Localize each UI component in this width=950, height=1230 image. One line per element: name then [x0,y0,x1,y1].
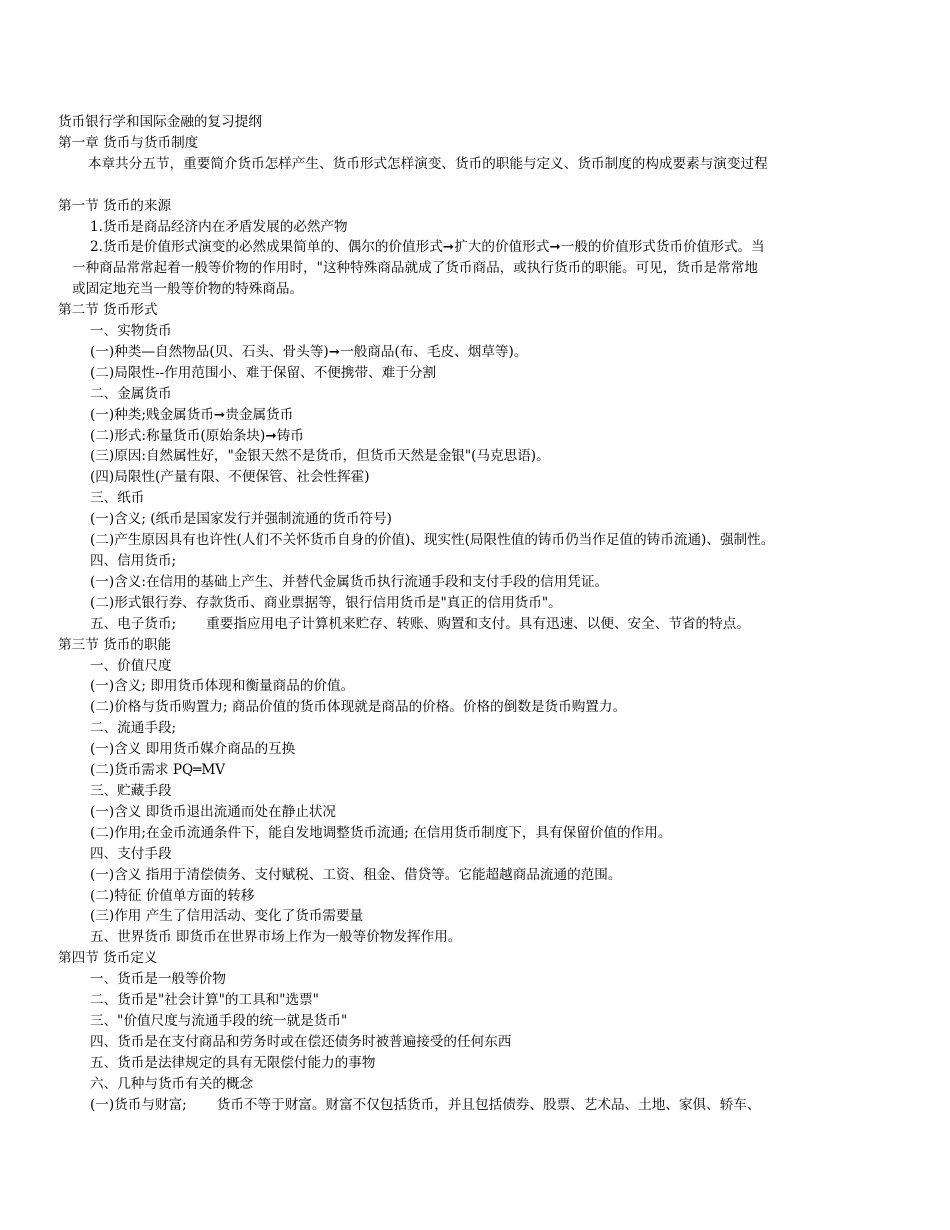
line-text: 一、货币是一般等价物 [90,971,226,988]
line-text: 第一节 货币的来源 [58,197,172,214]
text-line [58,279,888,300]
line-text: (三)作用 产生了信用活动、变化了货币需要量 [90,908,364,925]
line-text: (二)产生原因具有也许性(人们不关怀货币自身的价值)、现实性(局限性值的铸币仍当作足值的铸币流通)、强制性。 [90,532,775,549]
line-text: 四、支付手段 [90,845,172,862]
text-line [58,509,888,530]
line-text: (一)含义; 即用货币体现和衡量商品的价值。 [90,678,355,695]
line-text: 五、货币是法律规定的具有无限偿付能力的事物 [90,1054,376,1071]
text-line [58,467,888,488]
line-text: 三、"价值尺度与流通手段的统一就是货币" [90,1012,348,1029]
line-text: (一)含义 即货币退出流通而处在静止状况 [90,803,337,820]
line-text: (二)特征 价值单方面的转移 [90,887,255,904]
text-line [58,865,888,886]
text-line [58,718,888,739]
text-line [58,551,888,572]
text-line [58,572,888,593]
section-heading [58,635,888,656]
text-line [58,593,888,614]
line-text: 1.货币是商品经济内在矛盾发展的必然产物 [90,218,348,235]
text-line [58,927,888,948]
line-text: 四、货币是在支付商品和劳务时或在偿还债务时被普遍接受的任何东西 [90,1033,512,1050]
blank-line [58,175,888,196]
document-page [58,112,888,1115]
text-line [58,1095,888,1116]
text-line [58,614,888,635]
text-line [58,426,888,447]
text-line [58,530,888,551]
text-line [58,990,888,1011]
line-text: (二)作用;在金币流通条件下，能自发地调整货币流通; 在信用货币制度下，具有保留价值的作用。 [90,824,672,841]
line-text: (二)局限性--作用范围小、难于保留、不便携带、难于分割 [90,364,437,381]
line-text: 一种商品常常起着一般等价物的作用时，"这种特殊商品就成了货币商品，或执行货币的职能。可见，货币是常常地 [72,260,758,277]
text-line [58,258,888,279]
line-text: 二、流通手段; [90,720,177,737]
text-line [58,656,888,677]
text-line [58,1032,888,1053]
line-text: 2.货币是价值形式演变的必然成果简单的、偶尔的价值形式➞扩大的价值形式➞一般的价值形式货币价值形式。当 [90,239,765,256]
line-text: 第三节 货币的职能 [58,636,172,653]
line-text: 六、几种与货币有关的概念 [90,1075,254,1092]
text-line [58,886,888,907]
text-line [58,488,888,509]
line-text: (一)含义 即用货币媒介商品的互换 [90,741,296,758]
line-text: 三、纸币 [90,490,145,507]
document-body [58,133,888,1116]
text-line [58,342,888,363]
text-line [58,1074,888,1095]
line-text: (四)局限性(产量有限、不便保管、社会性挥霍) [90,469,370,486]
text-line [58,969,888,990]
text-line [58,1011,888,1032]
line-text: (一)种类—自然物品(贝、石头、骨头等)➞一般商品(布、毛皮、烟草等)。 [90,343,528,360]
line-text: 二、金属货币 [90,385,172,402]
line-text: (二)价格与货币购置力; 商品价值的货币体现就是商品的价格。价格的倒数是货币购置力。 [90,699,627,716]
text-line [58,823,888,844]
line-text: 一、价值尺度 [90,657,172,674]
text-line [58,844,888,865]
text-line [58,446,888,467]
line-text: 第二节 货币形式 [58,302,158,319]
line-text: 五、电子货币; [90,615,177,632]
text-line [58,363,888,384]
text-line [58,384,888,405]
text-line [58,405,888,426]
text-line [58,697,888,718]
line-text: (一)含义:在信用的基础上产生、并替代金属货币执行流通手段和支付手段的信用凭证。 [90,573,609,590]
line-text: 第四节 货币定义 [58,950,158,967]
line-text: 或固定地充当一般等价物的特殊商品。 [72,281,304,298]
line-text: (一)货币与财富; [90,1096,187,1113]
line-text: (一)种类;贱金属货币➞贵金属货币 [90,406,294,423]
line-text: (一)含义; (纸币是国家发行并强制流通的货币符号) [90,511,392,528]
line-text: 三、贮藏手段 [90,782,172,799]
line-text: (三)原因:自然属性好，"金银天然不是货币，但货币天然是金银"(马克思语)。 [90,448,550,465]
text-line [58,760,888,781]
line-text: 四、信用货币; [90,553,177,570]
line-text: 五、世界货币 即货币在世界市场上作为一般等价物发挥作用。 [90,929,462,946]
line-text-continued: 货币不等于财富。财富不仅包括货币，并且包括债券、股票、艺术品、土地、家俱、轿车、 [216,1096,761,1113]
text-line [58,906,888,927]
line-text: 第一章 货币与货币制度 [58,134,199,151]
line-text: 二、货币是"社会计算"的工具和"选票" [90,992,319,1009]
text-line [58,154,888,175]
line-text: (一)含义 指用于清偿债务、支付赋税、工资、租金、借贷等。它能超越商品流通的范围。 [90,866,622,883]
line-text: (二)形式银行券、存款货币、商业票据等，银行信用货币是"真正的信用货币"。 [90,594,562,611]
text-line [58,802,888,823]
text-line [58,1053,888,1074]
section-heading [58,196,888,217]
document-title: 货币银行学和国际金融的复习提纲 [58,114,262,130]
line-text: 本章共分五节，重要简介货币怎样产生、货币形式怎样演变、货币的职能与定义、货币制度的构成要素与演变过程 [88,155,768,172]
text-line [58,676,888,697]
text-line [58,237,888,258]
line-text: 一、实物货币 [90,323,172,340]
line-text: (二)形式:称量货币(原始条块)➞铸币 [90,427,304,444]
text-line [58,321,888,342]
section-heading [58,948,888,969]
text-line [58,781,888,802]
text-line [58,217,888,238]
section-heading [58,133,888,154]
text-line [58,739,888,760]
line-text: (二)货币需求 PQ═MV [90,762,226,779]
section-heading [58,300,888,321]
line-text-continued: 重要指应用电子计算机来贮存、转账、购置和支付。具有迅速、以便、安全、节省的特点。 [206,615,750,632]
